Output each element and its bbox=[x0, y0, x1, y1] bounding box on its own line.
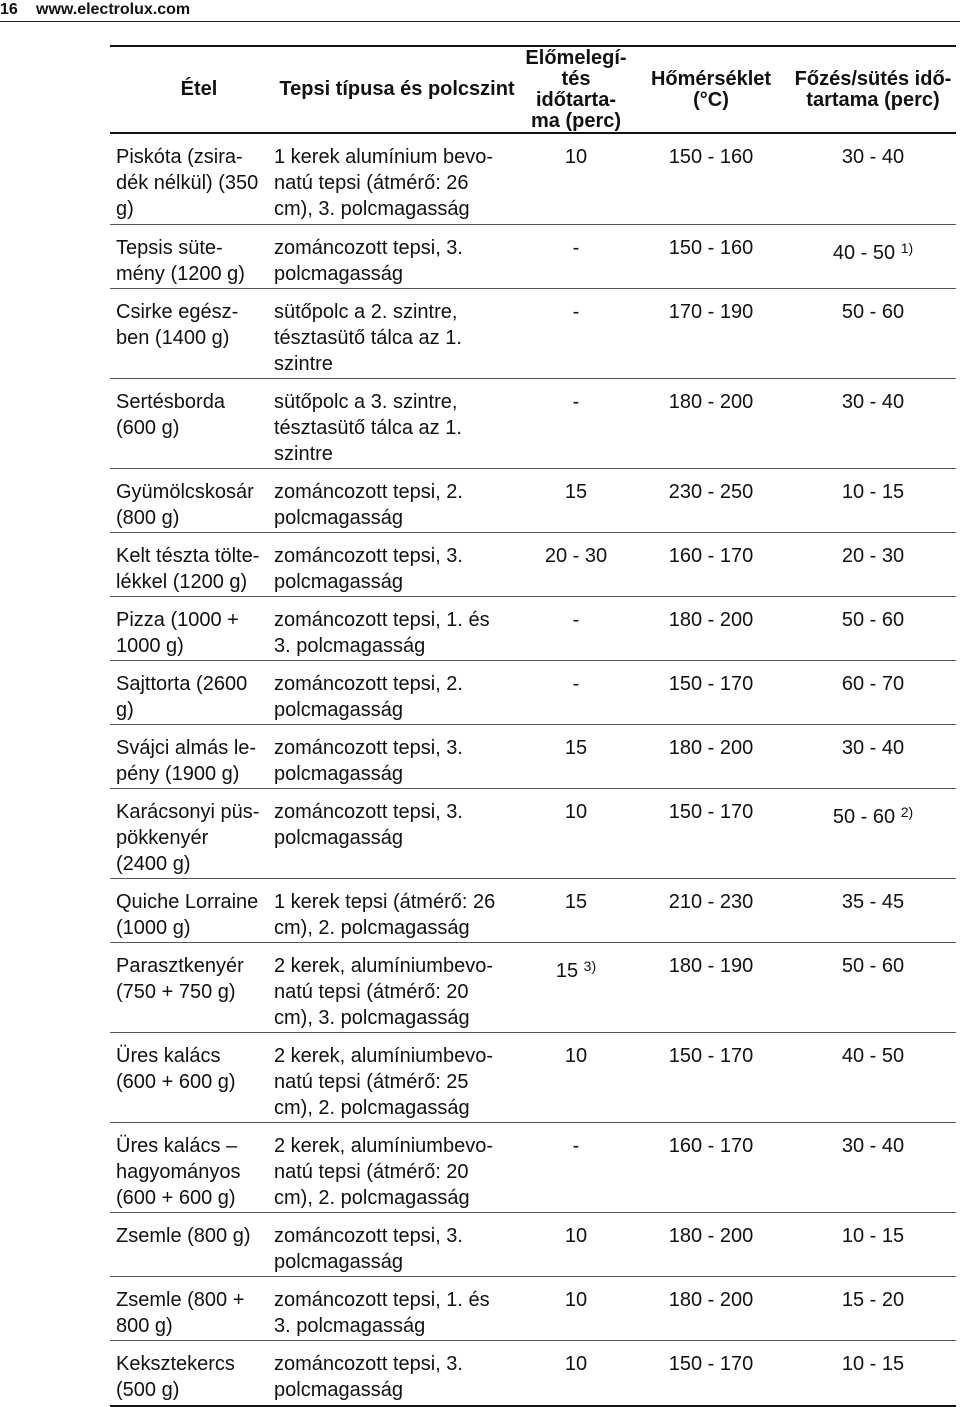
food-cell bbox=[110, 1033, 268, 1122]
temperature-cell bbox=[632, 1277, 790, 1340]
food-cell bbox=[110, 879, 268, 942]
preheat-cell bbox=[520, 597, 632, 660]
preheat-cell-text: 15 bbox=[564, 481, 588, 503]
temperature-cell bbox=[632, 1213, 790, 1276]
preheat-cell-text: - bbox=[572, 609, 580, 631]
preheat-cell-text: 10 bbox=[564, 146, 588, 168]
preheat-cell-text: 10 bbox=[564, 1225, 588, 1247]
temperature-cell-text: 230 - 250 bbox=[668, 481, 754, 503]
food-cell bbox=[110, 789, 268, 878]
table-row bbox=[110, 597, 956, 661]
tray-cell-text: zománcozott tepsi, 3. polcmagasság bbox=[274, 801, 463, 849]
temperature-cell bbox=[632, 879, 790, 942]
cooking-time-cell-text: 30 - 40 bbox=[841, 146, 905, 168]
page-number: 16 bbox=[0, 1, 18, 18]
tray-cell-text: sütőpolc a 2. szintre, tésztasütő tálca az 1. szintre bbox=[274, 301, 462, 375]
table-body bbox=[110, 134, 956, 1405]
preheat-cell bbox=[520, 789, 632, 878]
food-cell bbox=[110, 533, 268, 596]
temperature-cell bbox=[632, 134, 790, 224]
table-row bbox=[110, 134, 956, 225]
cooking-time-cell bbox=[790, 134, 956, 224]
tray-cell bbox=[268, 1213, 520, 1276]
tray-cell bbox=[268, 661, 520, 724]
temperature-cell-text: 180 - 200 bbox=[668, 1289, 754, 1311]
table-row bbox=[110, 1123, 956, 1213]
food-cell-text: Svájci almás le- pény (1900 g) bbox=[116, 737, 257, 785]
temperature-cell bbox=[632, 1123, 790, 1212]
cooking-time-cell bbox=[790, 943, 956, 1032]
preheat-cell-text: 10 bbox=[564, 1289, 588, 1311]
temperature-cell-text: 150 - 170 bbox=[668, 1045, 754, 1067]
temperature-cell bbox=[632, 1033, 790, 1122]
food-cell bbox=[110, 134, 268, 224]
header-divider bbox=[0, 21, 960, 22]
temperature-cell-text: 150 - 160 bbox=[668, 146, 754, 168]
header-cooking-time: Főzés/sütés idő- tartama (perc) bbox=[794, 67, 952, 111]
temperature-cell-text: 180 - 200 bbox=[668, 737, 754, 759]
cooking-time-cell-text: 10 - 15 bbox=[841, 481, 905, 503]
cooking-time-cell bbox=[790, 1123, 956, 1212]
cooking-time-cell bbox=[790, 469, 956, 532]
temperature-cell bbox=[632, 469, 790, 532]
preheat-cell bbox=[520, 134, 632, 224]
food-cell-text: Üres kalács (600 + 600 g) bbox=[116, 1045, 236, 1093]
food-cell-text: Csirke egész- ben (1400 g) bbox=[116, 301, 239, 349]
table-row bbox=[110, 225, 956, 289]
cooking-time-cell-text: 10 - 15 bbox=[841, 1225, 905, 1247]
preheat-cell-text: - bbox=[572, 1135, 580, 1157]
cooking-time-cell bbox=[790, 225, 956, 288]
temperature-cell-text: 180 - 200 bbox=[668, 391, 754, 413]
temperature-cell bbox=[632, 1341, 790, 1405]
header-tray: Tepsi típusa és polcszint bbox=[279, 78, 515, 100]
temperature-cell-text: 150 - 170 bbox=[668, 801, 754, 823]
food-cell bbox=[110, 725, 268, 788]
preheat-cell bbox=[520, 1341, 632, 1405]
food-cell bbox=[110, 1277, 268, 1340]
food-cell-text: Keksztekercs (500 g) bbox=[116, 1353, 235, 1401]
temperature-cell-text: 180 - 200 bbox=[668, 609, 754, 631]
food-cell-text: Piskóta (zsira- dék nélkül) (350 g) bbox=[116, 146, 259, 220]
food-cell bbox=[110, 597, 268, 660]
tray-cell-text: zománcozott tepsi, 3. polcmagasság bbox=[274, 237, 463, 285]
header-preheat: Előmelegí- tés időtarta- ma (perc) bbox=[525, 46, 627, 132]
food-cell-text: Quiche Lorraine (1000 g) bbox=[116, 891, 259, 939]
temperature-cell bbox=[632, 379, 790, 468]
temperature-cell-text: 180 - 190 bbox=[668, 955, 754, 977]
food-cell bbox=[110, 1123, 268, 1212]
table-row bbox=[110, 533, 956, 597]
cooking-time-cell bbox=[790, 379, 956, 468]
tray-cell bbox=[268, 597, 520, 660]
preheat-cell bbox=[520, 469, 632, 532]
footnote-marker: 2) bbox=[900, 804, 914, 820]
food-cell-text: Pizza (1000 + 1000 g) bbox=[116, 609, 239, 657]
food-cell-text: Karácsonyi püs- pökkenyér (2400 g) bbox=[116, 801, 260, 875]
cooking-time-cell-text: 20 - 30 bbox=[841, 545, 905, 567]
temperature-cell bbox=[632, 661, 790, 724]
food-cell-text: Gyümölcskosár (800 g) bbox=[116, 481, 254, 529]
cooking-time-cell bbox=[790, 1341, 956, 1405]
preheat-cell-text: 15 bbox=[555, 960, 579, 982]
food-cell-text: Zsemle (800 g) bbox=[116, 1225, 251, 1247]
food-cell bbox=[110, 379, 268, 468]
preheat-cell bbox=[520, 661, 632, 724]
tray-cell bbox=[268, 289, 520, 378]
food-cell-text: Kelt tészta tölte- lékkel (1200 g) bbox=[116, 545, 260, 593]
cooking-time-cell-text: 50 - 60 bbox=[832, 806, 896, 828]
preheat-cell-text: 20 - 30 bbox=[544, 545, 608, 567]
tray-cell bbox=[268, 1277, 520, 1340]
tray-cell bbox=[268, 943, 520, 1032]
table-row bbox=[110, 725, 956, 789]
tray-cell bbox=[268, 469, 520, 532]
food-cell bbox=[110, 1341, 268, 1405]
tray-cell-text: 1 kerek alumínium bevo- natú tepsi (átmérő: 26 cm), 3. polcmagasság bbox=[274, 146, 493, 220]
tray-cell-text: zománcozott tepsi, 3. polcmagasság bbox=[274, 1225, 463, 1273]
preheat-cell bbox=[520, 533, 632, 596]
preheat-cell bbox=[520, 1213, 632, 1276]
tray-cell bbox=[268, 1123, 520, 1212]
preheat-cell bbox=[520, 289, 632, 378]
food-cell bbox=[110, 225, 268, 288]
cooking-time-cell bbox=[790, 597, 956, 660]
preheat-cell bbox=[520, 379, 632, 468]
temperature-cell bbox=[632, 225, 790, 288]
baking-table bbox=[110, 45, 956, 1407]
food-cell-text: Zsemle (800 + 800 g) bbox=[116, 1289, 245, 1337]
cooking-time-cell bbox=[790, 1277, 956, 1340]
table-row bbox=[110, 1341, 956, 1405]
header-temperature: Hőmérséklet (°C) bbox=[650, 67, 772, 111]
temperature-cell bbox=[632, 533, 790, 596]
cooking-time-cell bbox=[790, 661, 956, 724]
table-header-row bbox=[110, 47, 956, 134]
tray-cell-text: 2 kerek, alumíniumbevo- natú tepsi (átmérő: 20 cm), 2. polcmagasság bbox=[274, 1135, 493, 1209]
cooking-time-cell-text: 30 - 40 bbox=[841, 737, 905, 759]
cooking-time-cell-text: 15 - 20 bbox=[841, 1289, 905, 1311]
header-food: Étel bbox=[180, 78, 218, 100]
preheat-cell bbox=[520, 725, 632, 788]
food-cell bbox=[110, 661, 268, 724]
tray-cell bbox=[268, 134, 520, 224]
preheat-cell bbox=[520, 879, 632, 942]
temperature-cell-text: 150 - 170 bbox=[668, 673, 754, 695]
cooking-time-cell bbox=[790, 879, 956, 942]
cooking-time-cell-text: 50 - 60 bbox=[841, 609, 905, 631]
table-row bbox=[110, 469, 956, 533]
food-cell-text: Üres kalács – hagyományos (600 + 600 g) bbox=[116, 1135, 241, 1209]
preheat-cell bbox=[520, 1033, 632, 1122]
cooking-time-cell bbox=[790, 725, 956, 788]
cooking-time-cell bbox=[790, 289, 956, 378]
footnote-marker: 1) bbox=[900, 240, 914, 256]
temperature-cell bbox=[632, 789, 790, 878]
cooking-time-cell-text: 30 - 40 bbox=[841, 391, 905, 413]
temperature-cell-text: 150 - 160 bbox=[668, 237, 754, 259]
preheat-cell-text: 15 bbox=[564, 891, 588, 913]
preheat-cell bbox=[520, 1277, 632, 1340]
table-row bbox=[110, 789, 956, 879]
cooking-time-cell-text: 40 - 50 bbox=[832, 242, 896, 264]
tray-cell-text: 1 kerek tepsi (átmérő: 26 cm), 2. polcmagasság bbox=[274, 891, 496, 939]
footnote-marker: 3) bbox=[583, 958, 597, 974]
temperature-cell bbox=[632, 943, 790, 1032]
preheat-cell-text: - bbox=[572, 301, 580, 323]
table-row bbox=[110, 879, 956, 943]
temperature-cell-text: 180 - 200 bbox=[668, 1225, 754, 1247]
tray-cell bbox=[268, 879, 520, 942]
tray-cell-text: 2 kerek, alumíniumbevo- natú tepsi (átmérő: 20 cm), 3. polcmagasság bbox=[274, 955, 493, 1029]
tray-cell-text: zománcozott tepsi, 3. polcmagasság bbox=[274, 545, 463, 593]
preheat-cell bbox=[520, 943, 632, 1032]
temperature-cell-text: 210 - 230 bbox=[668, 891, 754, 913]
tray-cell-text: zománcozott tepsi, 1. és 3. polcmagasság bbox=[274, 1289, 490, 1337]
cooking-time-cell bbox=[790, 1213, 956, 1276]
cooking-time-cell-text: 40 - 50 bbox=[841, 1045, 905, 1067]
tray-cell bbox=[268, 789, 520, 878]
tray-cell bbox=[268, 533, 520, 596]
cooking-time-cell-text: 60 - 70 bbox=[841, 673, 905, 695]
temperature-cell-text: 160 - 170 bbox=[668, 1135, 754, 1157]
food-cell-text: Tepsis süte- mény (1200 g) bbox=[116, 237, 245, 285]
website-url: www.electrolux.com bbox=[36, 1, 191, 18]
tray-cell bbox=[268, 379, 520, 468]
temperature-cell bbox=[632, 289, 790, 378]
tray-cell-text: zománcozott tepsi, 1. és 3. polcmagasság bbox=[274, 609, 490, 657]
table-row bbox=[110, 1033, 956, 1123]
temperature-cell bbox=[632, 597, 790, 660]
temperature-cell-text: 170 - 190 bbox=[668, 301, 754, 323]
preheat-cell-text: 10 bbox=[564, 1045, 588, 1067]
table-row bbox=[110, 661, 956, 725]
cooking-time-cell bbox=[790, 789, 956, 878]
tray-cell-text: 2 kerek, alumíniumbevo- natú tepsi (átmérő: 25 cm), 2. polcmagasság bbox=[274, 1045, 493, 1119]
food-cell bbox=[110, 943, 268, 1032]
cooking-time-cell-text: 10 - 15 bbox=[841, 1353, 905, 1375]
preheat-cell-text: 15 bbox=[564, 737, 588, 759]
table-row bbox=[110, 289, 956, 379]
table-row bbox=[110, 1277, 956, 1341]
table-row bbox=[110, 943, 956, 1033]
food-cell bbox=[110, 289, 268, 378]
tray-cell-text: zománcozott tepsi, 2. polcmagasság bbox=[274, 673, 463, 721]
tray-cell bbox=[268, 1341, 520, 1405]
tray-cell-text: zománcozott tepsi, 3. polcmagasság bbox=[274, 737, 463, 785]
tray-cell-text: zománcozott tepsi, 2. polcmagasság bbox=[274, 481, 463, 529]
temperature-cell-text: 150 - 170 bbox=[668, 1353, 754, 1375]
tray-cell-text: zománcozott tepsi, 3. polcmagasság bbox=[274, 1353, 463, 1401]
preheat-cell bbox=[520, 1123, 632, 1212]
preheat-cell bbox=[520, 225, 632, 288]
cooking-time-cell-text: 50 - 60 bbox=[841, 301, 905, 323]
temperature-cell bbox=[632, 725, 790, 788]
cooking-time-cell-text: 30 - 40 bbox=[841, 1135, 905, 1157]
tray-cell-text: sütőpolc a 3. szintre, tésztasütő tálca az 1. szintre bbox=[274, 391, 462, 465]
tray-cell bbox=[268, 725, 520, 788]
cooking-time-cell-text: 35 - 45 bbox=[841, 891, 905, 913]
food-cell-text: Parasztkenyér (750 + 750 g) bbox=[116, 955, 244, 1003]
cooking-time-cell bbox=[790, 1033, 956, 1122]
preheat-cell-text: - bbox=[572, 391, 580, 413]
cooking-time-cell-text: 50 - 60 bbox=[841, 955, 905, 977]
food-cell bbox=[110, 469, 268, 532]
temperature-cell-text: 160 - 170 bbox=[668, 545, 754, 567]
food-cell-text: Sajttorta (2600 g) bbox=[116, 673, 248, 721]
tray-cell bbox=[268, 225, 520, 288]
food-cell bbox=[110, 1213, 268, 1276]
preheat-cell-text: - bbox=[572, 673, 580, 695]
cooking-time-cell bbox=[790, 533, 956, 596]
preheat-cell-text: - bbox=[572, 237, 580, 259]
table-row bbox=[110, 1213, 956, 1277]
table-row bbox=[110, 379, 956, 469]
preheat-cell-text: 10 bbox=[564, 801, 588, 823]
tray-cell bbox=[268, 1033, 520, 1122]
food-cell-text: Sertésborda (600 g) bbox=[116, 391, 225, 439]
preheat-cell-text: 10 bbox=[564, 1353, 588, 1375]
